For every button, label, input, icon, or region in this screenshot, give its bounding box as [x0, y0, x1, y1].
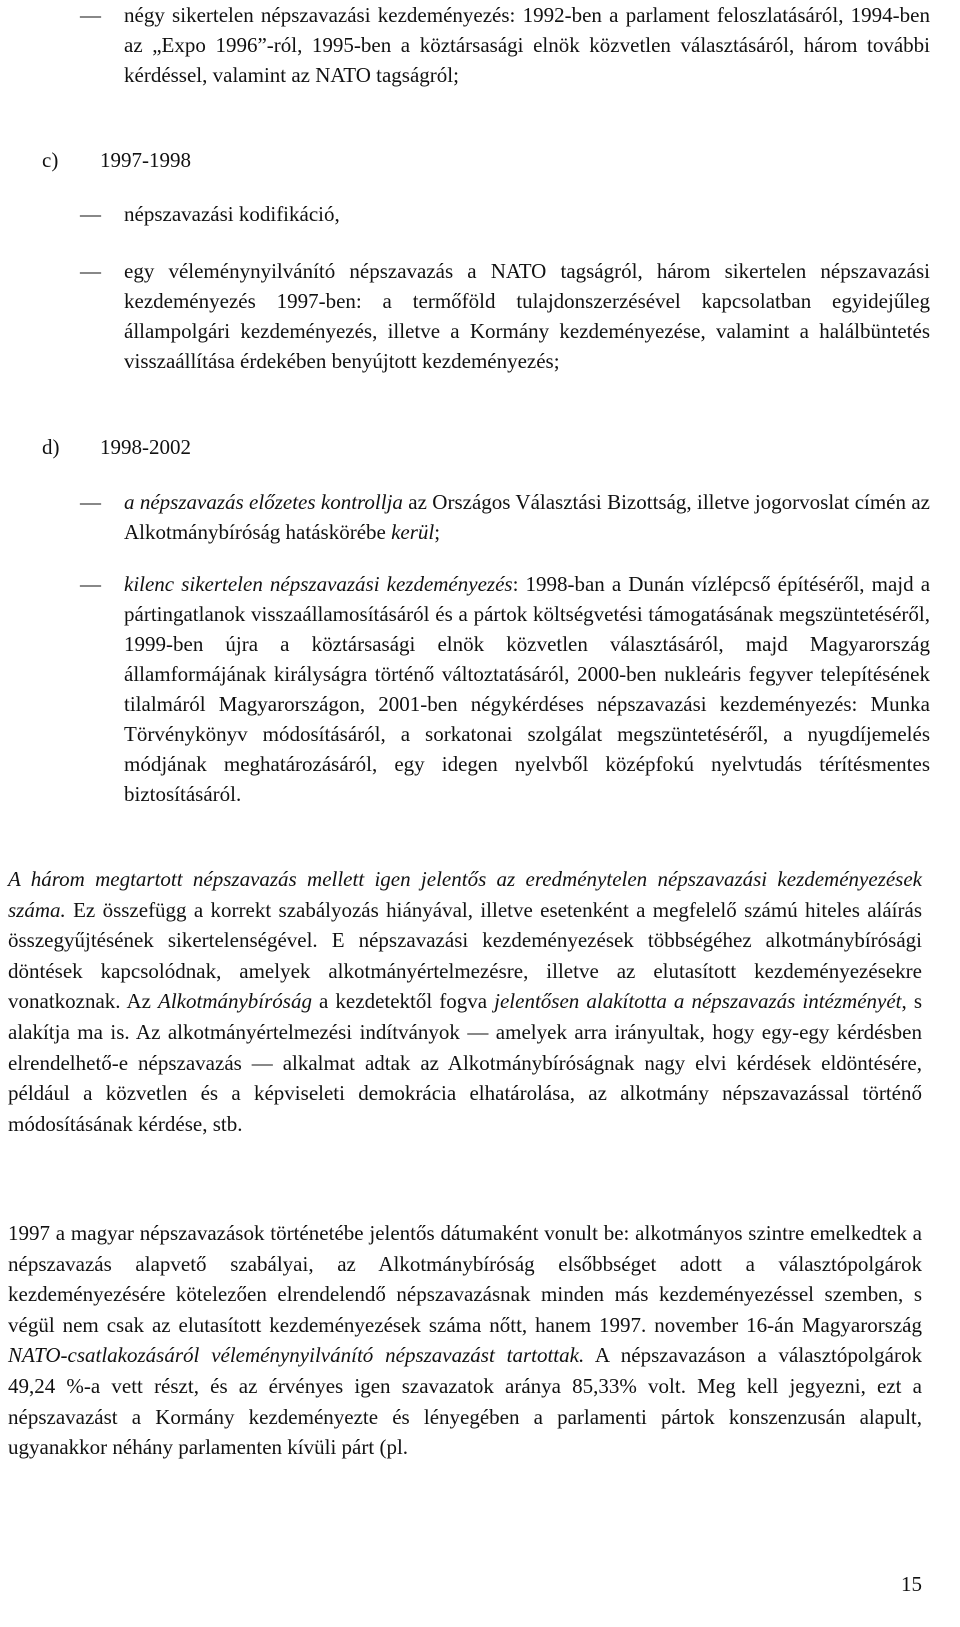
- list-item-text: négy sikertelen népszavazási kezdeményezés: 1992-ben a parlament feloszlatásáról, 1994-ben az „Expo 1996”-ról, 1995-ben a köztársasági elnök közvetlen választásáról, három további kérdéssel, valamint az NATO tagságról;: [124, 3, 930, 87]
- text-span: Ez összefügg a korrekt szabályozás hiányával, illetve esetenként a megfelelő számú hiteles aláírás összegyűjtésének sikertelenségével. E népszavazási kezdeményezések többségéhez alkotmánybírósági döntések kapcsolódnak, amelyek alkotmányértelmezésre, illetve az elutasított kezdeményezésekre vonatkoznak. Az: [8, 897, 922, 1014]
- dash-bullet: [80, 199, 110, 229]
- italic-span: jelentősen alakította a népszavazás intézményét: [494, 989, 902, 1014]
- italic-span: kilenc sikertelen népszavazási kezdeményezés: [124, 572, 513, 596]
- list-item-text: egy véleménynyilvánító népszavazás a NATO tagságról, három sikertelen népszavazási kezdeményezés 1997-ben: a termőföld tulajdonszerzésével kapcsolatban egyidejűleg állampolgári kezdeményezés, illetve a Kormány kezdeményezése, valamint a halálbüntetés visszaállítása érdekében benyújtott kezdeményezés;: [124, 259, 930, 373]
- dash-bullet: [80, 256, 110, 286]
- section-letter: d): [42, 435, 60, 459]
- list-item-text: népszavazási kodifikáció,: [124, 202, 340, 226]
- list-item-text: [124, 569, 930, 809]
- dash-bullet: [80, 0, 110, 30]
- italic-span: kerül: [391, 520, 435, 544]
- text-span: ;: [434, 520, 441, 544]
- text-span: , s alakítja ma is. Az alkotmányértelmezési indítványok — amelyek arra irányultak, hogy egy-egy kérdésben elrendelhető-e népszavazás — alkalmat adtak az Alkotmánybíróságnak nagy elvi kérdések eldöntésére, például a közvetlen és a képviseleti demokrácia elhatárolása, az alkotmány népszavazással történő módosításának kérdése, stb.: [8, 989, 922, 1136]
- section-letter: c): [42, 148, 59, 172]
- text-span: 1997 a magyar népszavazások történetébe jelentős dátumaként vonult be: alkotmányos szintre emelkedtek a népszavazás alapvető szabályai, az Alkotmánybíróság elsőbbséget adott a választópolgárok kezdeményezésére kötelezően elrendelendő népszavazásnak minden más kezdeményezéssel szemben, s végül nem csak az elutasított kezdeményezések száma nőtt, hanem 1997. november 16-án Magyarország: [8, 1221, 922, 1337]
- text-span: A népszavazáson a választópolgárok 49,24 %-a vett részt, és az érvényes igen szavazatok aránya 85,33% volt. Meg kell jegyezni, ezt a népszavazást a Kormány kezdeményezte és lényegében a parlamenti pártok konszenzusán alapult, ugyanakkor néhány parlamenten kívüli párt (pl.: [8, 1343, 922, 1460]
- italic-span: Alkotmánybíróság: [158, 989, 312, 1014]
- section-label: 1997-1998: [100, 148, 191, 172]
- dash-bullet: [80, 569, 110, 599]
- section-heading: [42, 145, 191, 175]
- italic-span: A három megtartott népszavazás mellett igen jelentős az eredménytelen népszavazási kezdeményezések száma.: [8, 867, 922, 922]
- italic-span: a népszavazás előzetes kontrollja: [124, 490, 403, 514]
- dash-bullet: [80, 487, 110, 517]
- text-span: az Országos Választási Bizottság, illetve jogorvoslat címén az Alkotmánybíróság hatáskörébe: [124, 490, 931, 544]
- text-span: a kezdetektől fogva: [311, 989, 495, 1014]
- page-number: 15: [901, 1572, 922, 1596]
- text-span: : 1998-ban a Dunán vízlépcső építéséről, majd a pártingatlanok visszaállamosításáról és a pártok költségvetési támogatásának megszüntetéséről, 1999-ben újra a köztársasági elnök közvetlen választásáról, majd Magyarország államformájának királyságra történő változtatásáról, 2000-ben nukleáris fegyver telepítésének tilalmáról Magyarországon, 2001-ben négykérdéses népszavazási kezdeményezés: Munka Törvénykönyv módosításáról, a sorkatonai szolgálat megszüntetéséről, a nyugdíjemelés módjának meghatározásáról, egy idegen nyelvből középfokú nyelvtudás térítésmentes biztosításáról.: [124, 572, 931, 806]
- body-paragraph: [8, 1218, 922, 1463]
- section-heading: [42, 432, 191, 462]
- italic-span: NATO-csatlakozásáról véleménynyilvánító népszavazást tartottak.: [8, 1343, 585, 1368]
- body-paragraph: [8, 864, 922, 1139]
- section-label: 1998-2002: [100, 435, 191, 459]
- list-item-text: [124, 487, 930, 547]
